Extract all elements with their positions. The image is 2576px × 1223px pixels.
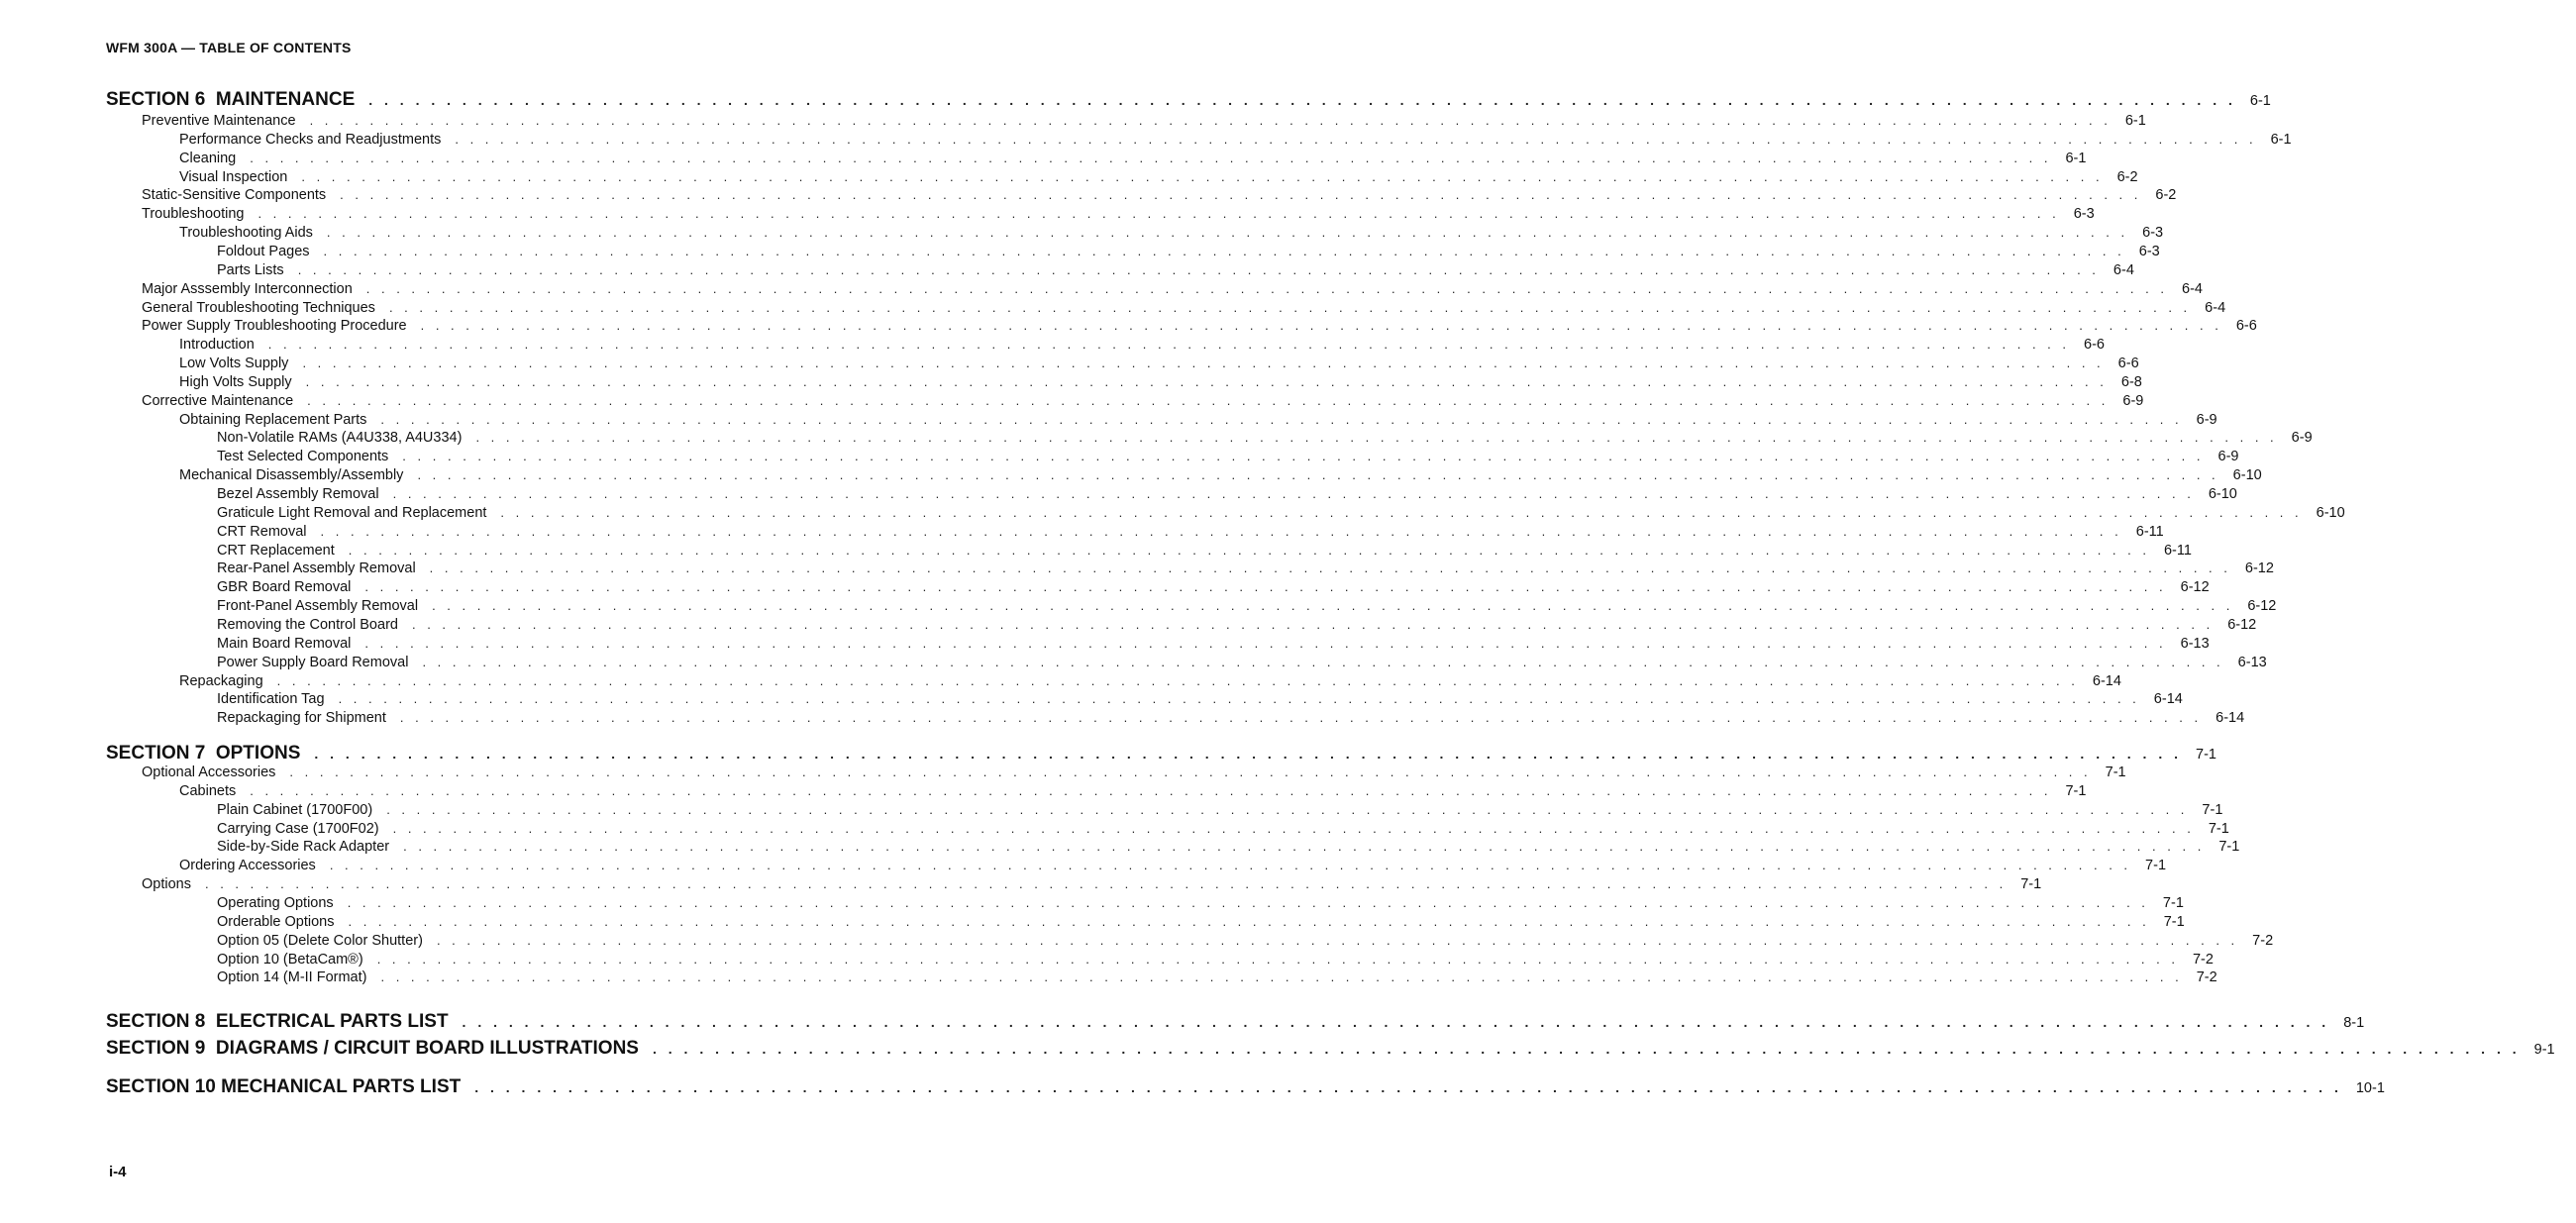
toc-entry-text: Power Supply Troubleshooting Procedure xyxy=(142,318,407,335)
toc-entry-text: CRT Replacement xyxy=(217,542,335,559)
toc-entry-page-number: 6-10 xyxy=(2316,504,2345,521)
toc-entry xyxy=(217,561,2274,579)
dot-leader: . . . . . . . . . . . . . . . . . . . . . . . . . . . . . . . . . . . . . . . . . . . . . . . . . . . . . . . . . . . . . . . . . . . . . . . . . . . . . . . . . . . . . . . . . . . . . . . . . . . . . . . . . . . . . . . . . . . . . . . . xyxy=(329,858,2132,873)
toc-entry xyxy=(217,913,2185,933)
toc-entry-page-number: 6-3 xyxy=(2142,225,2164,242)
dot-leader: . . . . . . . . . . . . . . . . . . . . . . . . . . . . . . . . . . . . . . . . . . . . . . . . . . . . . . . . . . . . . . . . . . . . . . . . . . . . . . . . . . . . . . . . . . . . . . . . . . . . . . . . . . . . . . . . . . . . . . . . xyxy=(474,1079,2342,1095)
toc-entry-text: Visual Inspection xyxy=(179,168,288,185)
section-page-number: 7-1 xyxy=(2196,747,2216,763)
toc-entry-text: Operating Options xyxy=(217,894,334,911)
dot-leader: . . . . . . . . . . . . . . . . . . . . . . . . . . . . . . . . . . . . . . . . . . . . . . . . . . . . . . . . . . . . . . . . . . . . . . . . . . . . . . . . . . . . . . . . . . . . . . . . . . . . . . . . . . . . . . . . . . . . . . . . xyxy=(309,113,2112,128)
toc-entry-page-number: 6-3 xyxy=(2138,243,2160,259)
dot-leader: . . . . . . . . . . . . . . . . . . . . . . . . . . . . . . . . . . . . . . . . . . . . . . . . . . . . . . . . . . . . . . . . . . . . . . . . . . . . . . . . . . . . . . . . . . . . . . . . . . . . . . . . . . . . . . . . . . . . . . . . xyxy=(417,467,2219,483)
dot-leader: . . . . . . . . . . . . . . . . . . . . . . . . . . . . . . . . . . . . . . . . . . . . . . . . . . . . . . . . . . . . . . . . . . . . . . . . . . . . . . . . . . . . . . . . . . . . . . . . . . . . . . . . . . . . . . . . . . . . . . . . xyxy=(380,969,2183,985)
toc-entry-text: Ordering Accessories xyxy=(179,858,316,874)
section-heading xyxy=(106,1076,2385,1102)
dot-leader: . . . . . . . . . . . . . . . . . . . . . . . . . . . . . . . . . . . . . . . . . . . . . . . . . . . . . . . . . . . . . . . . . . . . . . . . . . . . . . . . . . . . . . . . . . . . . . . . . . . . . . . . . . . . . . . . . . . . . . . . xyxy=(347,894,2149,910)
toc-entry-text: Orderable Options xyxy=(217,913,335,930)
dot-leader: . . . . . . . . . . . . . . . . . . . . . . . . . . . . . . . . . . . . . . . . . . . . . . . . . . . . . . . . . . . . . . . . . . . . . . . . . . . . . . . . . . . . . . . . . . . . . . . . . . . . . . . . . . . . . . . . . . . . . . . . xyxy=(348,913,2150,929)
toc-entry-text: Rear-Panel Assembly Removal xyxy=(217,561,416,577)
toc-entry-page-number: 6-12 xyxy=(2244,561,2274,577)
dot-leader: . . . . . . . . . . . . . . . . . . . . . . . . . . . . . . . . . . . . . . . . . . . . . . . . . . . . . . . . . . . . . . . . . . . . . . . . . . . . . . . . . . . . . . . . . . . . . . . . . . . . . . . . . . . . . . . . . . . . . . . . xyxy=(348,542,2150,558)
toc-entry-text: Low Volts Supply xyxy=(179,356,289,372)
toc-entry-text: Corrective Maintenance xyxy=(142,392,294,409)
page-header-title: WFM 300A — TABLE OF CONTENTS xyxy=(106,40,352,55)
toc-entry xyxy=(142,876,2042,895)
toc-entry-page-number: 6-4 xyxy=(2112,261,2134,278)
toc-entry-page-number: 6-11 xyxy=(2163,542,2192,559)
dot-leader: . . . . . . . . . . . . . . . . . . . . . . . . . . . . . . . . . . . . . . . . . . . . . . . . . . . . . . . . . . . . . . . . . . . . . . . . . . . . . . . . . . . . . . . . . . . . . . . . . . . . . . . . . . . . . . . . . . . . . . . . xyxy=(403,839,2206,855)
toc-entry-page-number: 7-2 xyxy=(2252,932,2274,949)
toc-entry-page-number: 7-2 xyxy=(2196,969,2217,986)
toc-entry-page-number: 7-1 xyxy=(2162,894,2184,911)
toc-entry xyxy=(217,969,2217,988)
dot-leader: . . . . . . . . . . . . . . . . . . . . . . . . . . . . . . . . . . . . . . . . . . . . . . . . . . . . . . . . . . . . . . . . . . . . . . . . . . . . . . . . . . . . . . . . . . . . . . . . . . . . . . . . . . . . . . . . . . . . . . . . xyxy=(392,486,2195,501)
dot-leader: . . . . . . . . . . . . . . . . . . . . . . . . . . . . . . . . . . . . . . . . . . . . . . . . . . . . . . . . . . . . . . . . . . . . . . . . . . . . . . . . . . . . . . . . . . . . . . . . . . . . . . . . . . . . . . . . . . . . . . . . xyxy=(323,243,2125,258)
toc-entry-text: Power Supply Board Removal xyxy=(217,654,409,670)
toc-entry-text: Graticule Light Removal and Replacement xyxy=(217,504,487,521)
toc-entry-text: Side-by-Side Rack Adapter xyxy=(217,839,390,856)
dot-leader: . . . . . . . . . . . . . . . . . . . . . . . . . . . . . . . . . . . . . . . . . . . . . . . . . . . . . . . . . . . . . . . . . . . . . . . . . . . . . . . . . . . . . . . . . . . . . . . . . . . . . . . . . . . . . . . . . . . . . . . . xyxy=(455,131,2257,147)
section-heading xyxy=(106,1011,2365,1037)
dot-leader: . . . . . . . . . . . . . . . . . . . . . . . . . . . . . . . . . . . . . . . . . . . . . . . . . . . . . . . . . . . . . . . . . . . . . . . . . . . . . . . . . . . . . . . . . . . . . . . . . . . . . . . . . . . . . . . . . . . . . . . . xyxy=(392,820,2195,836)
toc-entry-text: Static-Sensitive Components xyxy=(142,187,327,204)
toc-entry xyxy=(217,430,2313,449)
toc-entry xyxy=(179,373,2142,393)
section-title: SECTION 10 MECHANICAL PARTS LIST xyxy=(106,1076,462,1097)
toc-entry xyxy=(142,113,2146,132)
toc-entry-text: High Volts Supply xyxy=(179,373,292,390)
toc-entry-page-number: 7-1 xyxy=(2065,782,2087,799)
toc-entry xyxy=(142,280,2203,300)
dot-leader: . . . . . . . . . . . . . . . . . . . . . . . . . . . . . . . . . . . . . . . . . . . . . . . . . . . . . . . . . . . . . . . . . . . . . . . . . . . . . . . . . . . . . . . . . . . . . . . . . . . . . . . . . . . . . . . . . . . . . . . . xyxy=(297,261,2100,277)
toc-entry xyxy=(142,392,2144,412)
toc-entry-page-number: 6-4 xyxy=(2205,299,2226,316)
dot-leader: . . . . . . . . . . . . . . . . . . . . . . . . . . . . . . . . . . . . . . . . . . . . . . . . . . . . . . . . . . . . . . . . . . . . . . . . . . . . . . . . . . . . . . . . . . . . . . . . . . . . . . . . . . . . . . . . . . . . . . . . xyxy=(307,392,2110,408)
toc-entry-page-number: 7-1 xyxy=(2163,913,2185,930)
toc-entry-page-number: 7-1 xyxy=(2202,801,2223,818)
dot-leader: . . . . . . . . . . . . . . . . . . . . . . . . . . . . . . . . . . . . . . . . . . . . . . . . . . . . . . . . . . . . . . . . . . . . . . . . . . . . . . . . . . . . . . . . . . . . . . . . . . . . . . . . . . . . . . . . . . . . . . . . xyxy=(364,579,2167,595)
toc-entry xyxy=(217,579,2210,598)
dot-leader: . . . . . . . . . . . . . . . . . . . . . . . . . . . . . . . . . . . . . . . . . . . . . . . . . . . . . . . . . . . . . . . . . . . . . . . . . . . . . . . . . . . . . . . . . . . . . . . . . . . . . . . . . . . . . . . . . . . . . . . . xyxy=(399,710,2203,726)
toc-entry xyxy=(142,318,2257,337)
toc-entry-text: Mechanical Disassembly/Assembly xyxy=(179,467,404,484)
toc-entry xyxy=(217,932,2274,952)
dot-leader: . . . . . . . . . . . . . . . . . . . . . . . . . . . . . . . . . . . . . . . . . . . . . . . . . . . . . . . . . . . . . . . . . . . . . . . . . . . . . . . . . . . . . . . . . . . . . . . . . . . . . . . . . . . . . . . . . . . . . . . . xyxy=(267,337,2071,353)
toc-entry xyxy=(179,858,2167,876)
toc-entry-page-number: 6-2 xyxy=(2116,168,2138,185)
toc-entry-text: Foldout Pages xyxy=(217,243,310,259)
dot-leader: . . . . . . . . . . . . . . . . . . . . . . . . . . . . . . . . . . . . . . . . . . . . . . . . . . . . . . . . . . . . . . . . . . . . . . . . . . . . . . . . . . . . . . . . . . . . . . . . . . . . . . . . . . . . . . . . . . . . . . . . xyxy=(364,635,2167,651)
toc-entry-page-number: 6-14 xyxy=(2092,672,2121,689)
toc-entry xyxy=(217,654,2267,673)
toc-entry xyxy=(179,225,2164,244)
toc-entry-page-number: 7-1 xyxy=(2218,839,2240,856)
dot-leader: . . . . . . . . . . . . . . . . . . . . . . . . . . . . . . . . . . . . . . . . . . . . . . . . . . . . . . . . . . . . . . . . . . . . . . . . . . . . . . . . . . . . . . . . . . . . . . . . . . . . . . . . . . . . . . . . . . . . . . . . xyxy=(386,801,2189,817)
toc-entry-text: GBR Board Removal xyxy=(217,579,352,596)
dot-leader: . . . . . . . . . . . . . . . . . . . . . . . . . . . . . . . . . . . . . . . . . . . . . . . . . . . . . . . . . . . . . . . . . . . . . . . . . . . . . . . . . . . . . . . . . . . . . . . . . . . . . . . . . . . . . . . . . . . . . . . . xyxy=(204,876,2008,892)
toc-entry-text: Major Asssembly Interconnection xyxy=(142,280,353,297)
dot-leader: . . . . . . . . . . . . . . . . . . . . . . . . . . . . . . . . . . . . . . . . . . . . . . . . . . . . . . . . . . . . . . . . . . . . . . . . . . . . . . . . . . . . . . . . . . . . . . . . . . . . . . . . . . . . . . . . . . . . . . . . xyxy=(432,598,2234,614)
dot-leader: . . . . . . . . . . . . . . . . . . . . . . . . . . . . . . . . . . . . . . . . . . . . . . . . . . . . . . . . . . . . . . . . . . . . . . . . . . . . . . . . . . . . . . . . . . . . . . . . . . . . . . . . . . . . . . . . . . . . . . . . xyxy=(250,782,2052,798)
toc-entry xyxy=(142,206,2095,225)
dot-leader: . . . . . . . . . . . . . . . . . . . . . . . . . . . . . . . . . . . . . . . . . . . . . . . . . . . . . . . . . . . . . . . . . . . . . . . . . . . . . . . . . . . . . . . . . . . . . . . . . . . . . . . . . . . . . . . . . . . . . . . . xyxy=(652,1041,2521,1057)
dot-leader: . . . . . . . . . . . . . . . . . . . . . . . . . . . . . . . . . . . . . . . . . . . . . . . . . . . . . . . . . . . . . . . . . . . . . . . . . . . . . . . . . . . . . . . . . . . . . . . . . . . . . . . . . . . . . . . . . . . . . . . . xyxy=(276,672,2079,688)
dot-leader: . . . . . . . . . . . . . . . . . . . . . . . . . . . . . . . . . . . . . . . . . . . . . . . . . . . . . . . . . . . . . . . . . . . . . . . . . . . . . . . . . . . . . . . . . . . . . . . . . . . . . . . . . . . . . . . . . . . . . . . . xyxy=(388,299,2192,315)
toc-entry-text: Option 10 (BetaCam®) xyxy=(217,951,363,968)
toc-entry-page-number: 6-11 xyxy=(2135,523,2164,540)
toc-entry-page-number: 7-1 xyxy=(2020,876,2042,893)
toc-entry xyxy=(217,542,2192,561)
toc-entry-page-number: 6-1 xyxy=(2270,131,2292,148)
dot-leader: . . . . . . . . . . . . . . . . . . . . . . . . . . . . . . . . . . . . . . . . . . . . . . . . . . . . . . . . . . . . . . . . . . . . . . . . . . . . . . . . . . . . . . . . . . . . . . . . . . . . . . . . . . . . . . . . . . . . . . . . xyxy=(320,523,2122,539)
toc-entry-text: Carrying Case (1700F02) xyxy=(217,820,379,837)
toc-entry-text: Test Selected Components xyxy=(217,449,389,465)
toc-entry-page-number: 6-4 xyxy=(2182,280,2203,297)
toc-entry-text: Options xyxy=(142,876,191,893)
toc-entry-text: Repackaging xyxy=(179,672,263,689)
toc-entry xyxy=(217,820,2229,840)
dot-leader: . . . . . . . . . . . . . . . . . . . . . . . . . . . . . . . . . . . . . . . . . . . . . . . . . . . . . . . . . . . . . . . . . . . . . . . . . . . . . . . . . . . . . . . . . . . . . . . . . . . . . . . . . . . . . . . . . . . . . . . . xyxy=(338,691,2140,707)
toc-entry-page-number: 6-1 xyxy=(2124,113,2146,129)
toc-entry xyxy=(217,839,2240,858)
toc-entry-page-number: 7-1 xyxy=(2105,764,2126,780)
toc-entry-text: Main Board Removal xyxy=(217,635,352,652)
dot-leader: . . . . . . . . . . . . . . . . . . . . . . . . . . . . . . . . . . . . . . . . . . . . . . . . . . . . . . . . . . . . . . . . . . . . . . . . . . . . . . . . . . . . . . . . . . . . . . . . . . . . . . . . . . . . . . . . . . . . . . . . xyxy=(340,187,2142,203)
toc-entry-text: Parts Lists xyxy=(217,261,284,278)
dot-leader: . . . . . . . . . . . . . . . . . . . . . . . . . . . . . . . . . . . . . . . . . . . . . . . . . . . . . . . . . . . . . . . . . . . . . . . . . . . . . . . . . . . . . . . . . . . . . . . . . . . . . . . . . . . . . . . . . . . . . . . . xyxy=(314,746,2183,762)
dot-leader: . . . . . . . . . . . . . . . . . . . . . . . . . . . . . . . . . . . . . . . . . . . . . . . . . . . . . . . . . . . . . . . . . . . . . . . . . . . . . . . . . . . . . . . . . . . . . . . . . . . . . . . . . . . . . . . . . . . . . . . . xyxy=(380,411,2183,427)
toc-entry-text: Option 05 (Delete Color Shutter) xyxy=(217,932,423,949)
toc-entry xyxy=(179,168,2138,188)
toc-entry xyxy=(142,764,2126,783)
dot-leader: . . . . . . . . . . . . . . . . . . . . . . . . . . . . . . . . . . . . . . . . . . . . . . . . . . . . . . . . . . . . . . . . . . . . . . . . . . . . . . . . . . . . . . . . . . . . . . . . . . . . . . . . . . . . . . . . . . . . . . . . xyxy=(250,150,2052,165)
toc-entry xyxy=(217,504,2345,524)
toc-entry xyxy=(179,131,2292,151)
toc-entry-text: Introduction xyxy=(179,337,255,354)
toc-entry-text: Troubleshooting xyxy=(142,206,245,223)
toc-entry-page-number: 6-9 xyxy=(2196,411,2217,428)
toc-entry-page-number: 6-9 xyxy=(2291,430,2313,447)
toc-entry-text: Repackaging for Shipment xyxy=(217,710,386,727)
section-page-number: 9-1 xyxy=(2533,1042,2555,1058)
toc-entry xyxy=(217,710,2245,729)
toc-entry-page-number: 6-12 xyxy=(2247,598,2277,615)
toc-entry-text: CRT Removal xyxy=(217,523,307,540)
toc-entry-page-number: 6-14 xyxy=(2215,710,2245,727)
dot-leader: . . . . . . . . . . . . . . . . . . . . . . . . . . . . . . . . . . . . . . . . . . . . . . . . . . . . . . . . . . . . . . . . . . . . . . . . . . . . . . . . . . . . . . . . . . . . . . . . . . . . . . . . . . . . . . . . . . . . . . . . xyxy=(302,356,2105,371)
toc-entry xyxy=(217,261,2134,281)
toc-entry-page-number: 7-1 xyxy=(2145,858,2167,874)
toc-entry xyxy=(179,467,2262,486)
dot-leader: . . . . . . . . . . . . . . . . . . . . . . . . . . . . . . . . . . . . . . . . . . . . . . . . . . . . . . . . . . . . . . . . . . . . . . . . . . . . . . . . . . . . . . . . . . . . . . . . . . . . . . . . . . . . . . . . . . . . . . . . xyxy=(258,206,2060,222)
dot-leader: . . . . . . . . . . . . . . . . . . . . . . . . . . . . . . . . . . . . . . . . . . . . . . . . . . . . . . . . . . . . . . . . . . . . . . . . . . . . . . . . . . . . . . . . . . . . . . . . . . . . . . . . . . . . . . . . . . . . . . . . xyxy=(289,764,2092,779)
section-heading xyxy=(106,1038,2555,1064)
toc-entry-page-number: 6-2 xyxy=(2155,187,2177,204)
toc-entry-text: Optional Accessories xyxy=(142,764,276,780)
toc-entry-page-number: 6-10 xyxy=(2232,467,2262,484)
section-page-number: 10-1 xyxy=(2355,1080,2385,1096)
toc-entry-page-number: 6-1 xyxy=(2065,150,2087,166)
toc-entry xyxy=(217,616,2257,636)
toc-entry xyxy=(217,486,2237,505)
toc-entry xyxy=(179,782,2087,802)
toc-entry xyxy=(217,449,2239,467)
toc-entry-text: Non-Volatile RAMs (A4U338, A4U334) xyxy=(217,430,463,447)
section-title: SECTION 9 DIAGRAMS / CIRCUIT BOARD ILLUSTRATIONS xyxy=(106,1038,639,1059)
toc-entry xyxy=(142,187,2177,206)
toc-entry xyxy=(179,150,2087,169)
toc-entry-page-number: 6-12 xyxy=(2180,579,2210,596)
toc-entry-page-number: 6-9 xyxy=(2217,449,2239,465)
dot-leader: . . . . . . . . . . . . . . . . . . . . . . . . . . . . . . . . . . . . . . . . . . . . . . . . . . . . . . . . . . . . . . . . . . . . . . . . . . . . . . . . . . . . . . . . . . . . . . . . . . . . . . . . . . . . . . . . . . . . . . . . xyxy=(376,951,2179,967)
dot-leader: . . . . . . . . . . . . . . . . . . . . . . . . . . . . . . . . . . . . . . . . . . . . . . . . . . . . . . . . . . . . . . . . . . . . . . . . . . . . . . . . . . . . . . . . . . . . . . . . . . . . . . . . . . . . . . . . . . . . . . . . xyxy=(368,92,2236,108)
dot-leader: . . . . . . . . . . . . . . . . . . . . . . . . . . . . . . . . . . . . . . . . . . . . . . . . . . . . . . . . . . . . . . . . . . . . . . . . . . . . . . . . . . . . . . . . . . . . . . . . . . . . . . . . . . . . . . . . . . . . . . . . xyxy=(462,1014,2330,1030)
dot-leader: . . . . . . . . . . . . . . . . . . . . . . . . . . . . . . . . . . . . . . . . . . . . . . . . . . . . . . . . . . . . . . . . . . . . . . . . . . . . . . . . . . . . . . . . . . . . . . . . . . . . . . . . . . . . . . . . . . . . . . . . xyxy=(365,280,2168,296)
dot-leader: . . . . . . . . . . . . . . . . . . . . . . . . . . . . . . . . . . . . . . . . . . . . . . . . . . . . . . . . . . . . . . . . . . . . . . . . . . . . . . . . . . . . . . . . . . . . . . . . . . . . . . . . . . . . . . . . . . . . . . . . xyxy=(411,616,2215,632)
toc-entry-page-number: 6-12 xyxy=(2227,616,2257,633)
toc-entry xyxy=(179,337,2105,356)
toc-entry-text: Cleaning xyxy=(179,150,237,166)
toc-entry-page-number: 6-8 xyxy=(2120,373,2142,390)
toc-entry-page-number: 6-3 xyxy=(2073,206,2095,223)
dot-leader: . . . . . . . . . . . . . . . . . . . . . . . . . . . . . . . . . . . . . . . . . . . . . . . . . . . . . . . . . . . . . . . . . . . . . . . . . . . . . . . . . . . . . . . . . . . . . . . . . . . . . . . . . . . . . . . . . . . . . . . . xyxy=(422,654,2224,669)
dot-leader: . . . . . . . . . . . . . . . . . . . . . . . . . . . . . . . . . . . . . . . . . . . . . . . . . . . . . . . . . . . . . . . . . . . . . . . . . . . . . . . . . . . . . . . . . . . . . . . . . . . . . . . . . . . . . . . . . . . . . . . . xyxy=(402,449,2205,464)
toc-entry-text: Bezel Assembly Removal xyxy=(217,486,379,502)
toc-entry-text: General Troubleshooting Techniques xyxy=(142,299,375,316)
dot-leader: . . . . . . . . . . . . . . . . . . . . . . . . . . . . . . . . . . . . . . . . . . . . . . . . . . . . . . . . . . . . . . . . . . . . . . . . . . . . . . . . . . . . . . . . . . . . . . . . . . . . . . . . . . . . . . . . . . . . . . . . xyxy=(436,932,2239,948)
section-title: SECTION 6 MAINTENANCE xyxy=(106,89,356,110)
dot-leader: . . . . . . . . . . . . . . . . . . . . . . . . . . . . . . . . . . . . . . . . . . . . . . . . . . . . . . . . . . . . . . . . . . . . . . . . . . . . . . . . . . . . . . . . . . . . . . . . . . . . . . . . . . . . . . . . . . . . . . . . xyxy=(301,168,2104,184)
toc-entry-page-number: 7-1 xyxy=(2208,820,2229,837)
section-title: SECTION 7 OPTIONS xyxy=(106,743,301,764)
toc-entry-text: Front-Panel Assembly Removal xyxy=(217,598,419,615)
toc-entry xyxy=(217,691,2183,710)
section-title: SECTION 8 ELECTRICAL PARTS LIST xyxy=(106,1011,449,1032)
toc-entry-text: Identification Tag xyxy=(217,691,325,708)
dot-leader: . . . . . . . . . . . . . . . . . . . . . . . . . . . . . . . . . . . . . . . . . . . . . . . . . . . . . . . . . . . . . . . . . . . . . . . . . . . . . . . . . . . . . . . . . . . . . . . . . . . . . . . . . . . . . . . . . . . . . . . . xyxy=(420,318,2222,334)
section-page-number: 6-1 xyxy=(2249,93,2271,109)
toc-entry xyxy=(217,523,2164,543)
toc-entry-page-number: 6-14 xyxy=(2153,691,2183,708)
toc-entry-text: Obtaining Replacement Parts xyxy=(179,411,367,428)
dot-leader: . . . . . . . . . . . . . . . . . . . . . . . . . . . . . . . . . . . . . . . . . . . . . . . . . . . . . . . . . . . . . . . . . . . . . . . . . . . . . . . . . . . . . . . . . . . . . . . . . . . . . . . . . . . . . . . . . . . . . . . . xyxy=(500,504,2303,520)
toc-entry xyxy=(217,894,2184,914)
toc-entry-page-number: 7-2 xyxy=(2192,951,2214,968)
toc-entry-page-number: 6-13 xyxy=(2180,635,2210,652)
toc-entry-page-number: 6-13 xyxy=(2237,654,2267,670)
toc-entry xyxy=(179,356,2139,374)
toc-entry xyxy=(179,411,2217,431)
toc-entry xyxy=(217,801,2223,821)
toc-entry xyxy=(217,635,2210,655)
toc-entry xyxy=(142,299,2226,319)
dot-leader: . . . . . . . . . . . . . . . . . . . . . . . . . . . . . . . . . . . . . . . . . . . . . . . . . . . . . . . . . . . . . . . . . . . . . . . . . . . . . . . . . . . . . . . . . . . . . . . . . . . . . . . . . . . . . . . . . . . . . . . . xyxy=(326,225,2129,241)
toc-entry xyxy=(217,243,2160,262)
dot-leader: . . . . . . . . . . . . . . . . . . . . . . . . . . . . . . . . . . . . . . . . . . . . . . . . . . . . . . . . . . . . . . . . . . . . . . . . . . . . . . . . . . . . . . . . . . . . . . . . . . . . . . . . . . . . . . . . . . . . . . . . xyxy=(429,561,2231,576)
toc-entry-page-number: 6-10 xyxy=(2208,486,2237,502)
section-heading xyxy=(106,89,2271,115)
dot-leader: . . . . . . . . . . . . . . . . . . . . . . . . . . . . . . . . . . . . . . . . . . . . . . . . . . . . . . . . . . . . . . . . . . . . . . . . . . . . . . . . . . . . . . . . . . . . . . . . . . . . . . . . . . . . . . . . . . . . . . . . xyxy=(475,430,2278,446)
toc-entry-page-number: 6-9 xyxy=(2122,392,2144,409)
toc-entry xyxy=(179,672,2121,692)
section-page-number: 8-1 xyxy=(2343,1015,2365,1031)
toc-entry-page-number: 6-6 xyxy=(2235,318,2257,335)
dot-leader: . . . . . . . . . . . . . . . . . . . . . . . . . . . . . . . . . . . . . . . . . . . . . . . . . . . . . . . . . . . . . . . . . . . . . . . . . . . . . . . . . . . . . . . . . . . . . . . . . . . . . . . . . . . . . . . . . . . . . . . . xyxy=(305,373,2108,389)
toc-entry xyxy=(217,951,2214,970)
toc-entry-page-number: 6-6 xyxy=(2117,356,2139,372)
toc-entry-text: Preventive Maintenance xyxy=(142,113,296,129)
toc-entry-text: Removing the Control Board xyxy=(217,616,398,633)
toc-entry-text: Plain Cabinet (1700F00) xyxy=(217,801,373,818)
toc-entry-text: Performance Checks and Readjustments xyxy=(179,131,442,148)
toc-entry xyxy=(217,598,2277,617)
toc-entry-text: Option 14 (M-II Format) xyxy=(217,969,367,986)
toc-entry-text: Troubleshooting Aids xyxy=(179,225,313,242)
toc-entry-page-number: 6-6 xyxy=(2084,337,2105,354)
toc-entry-text: Cabinets xyxy=(179,782,237,799)
page-number: i-4 xyxy=(109,1164,127,1180)
